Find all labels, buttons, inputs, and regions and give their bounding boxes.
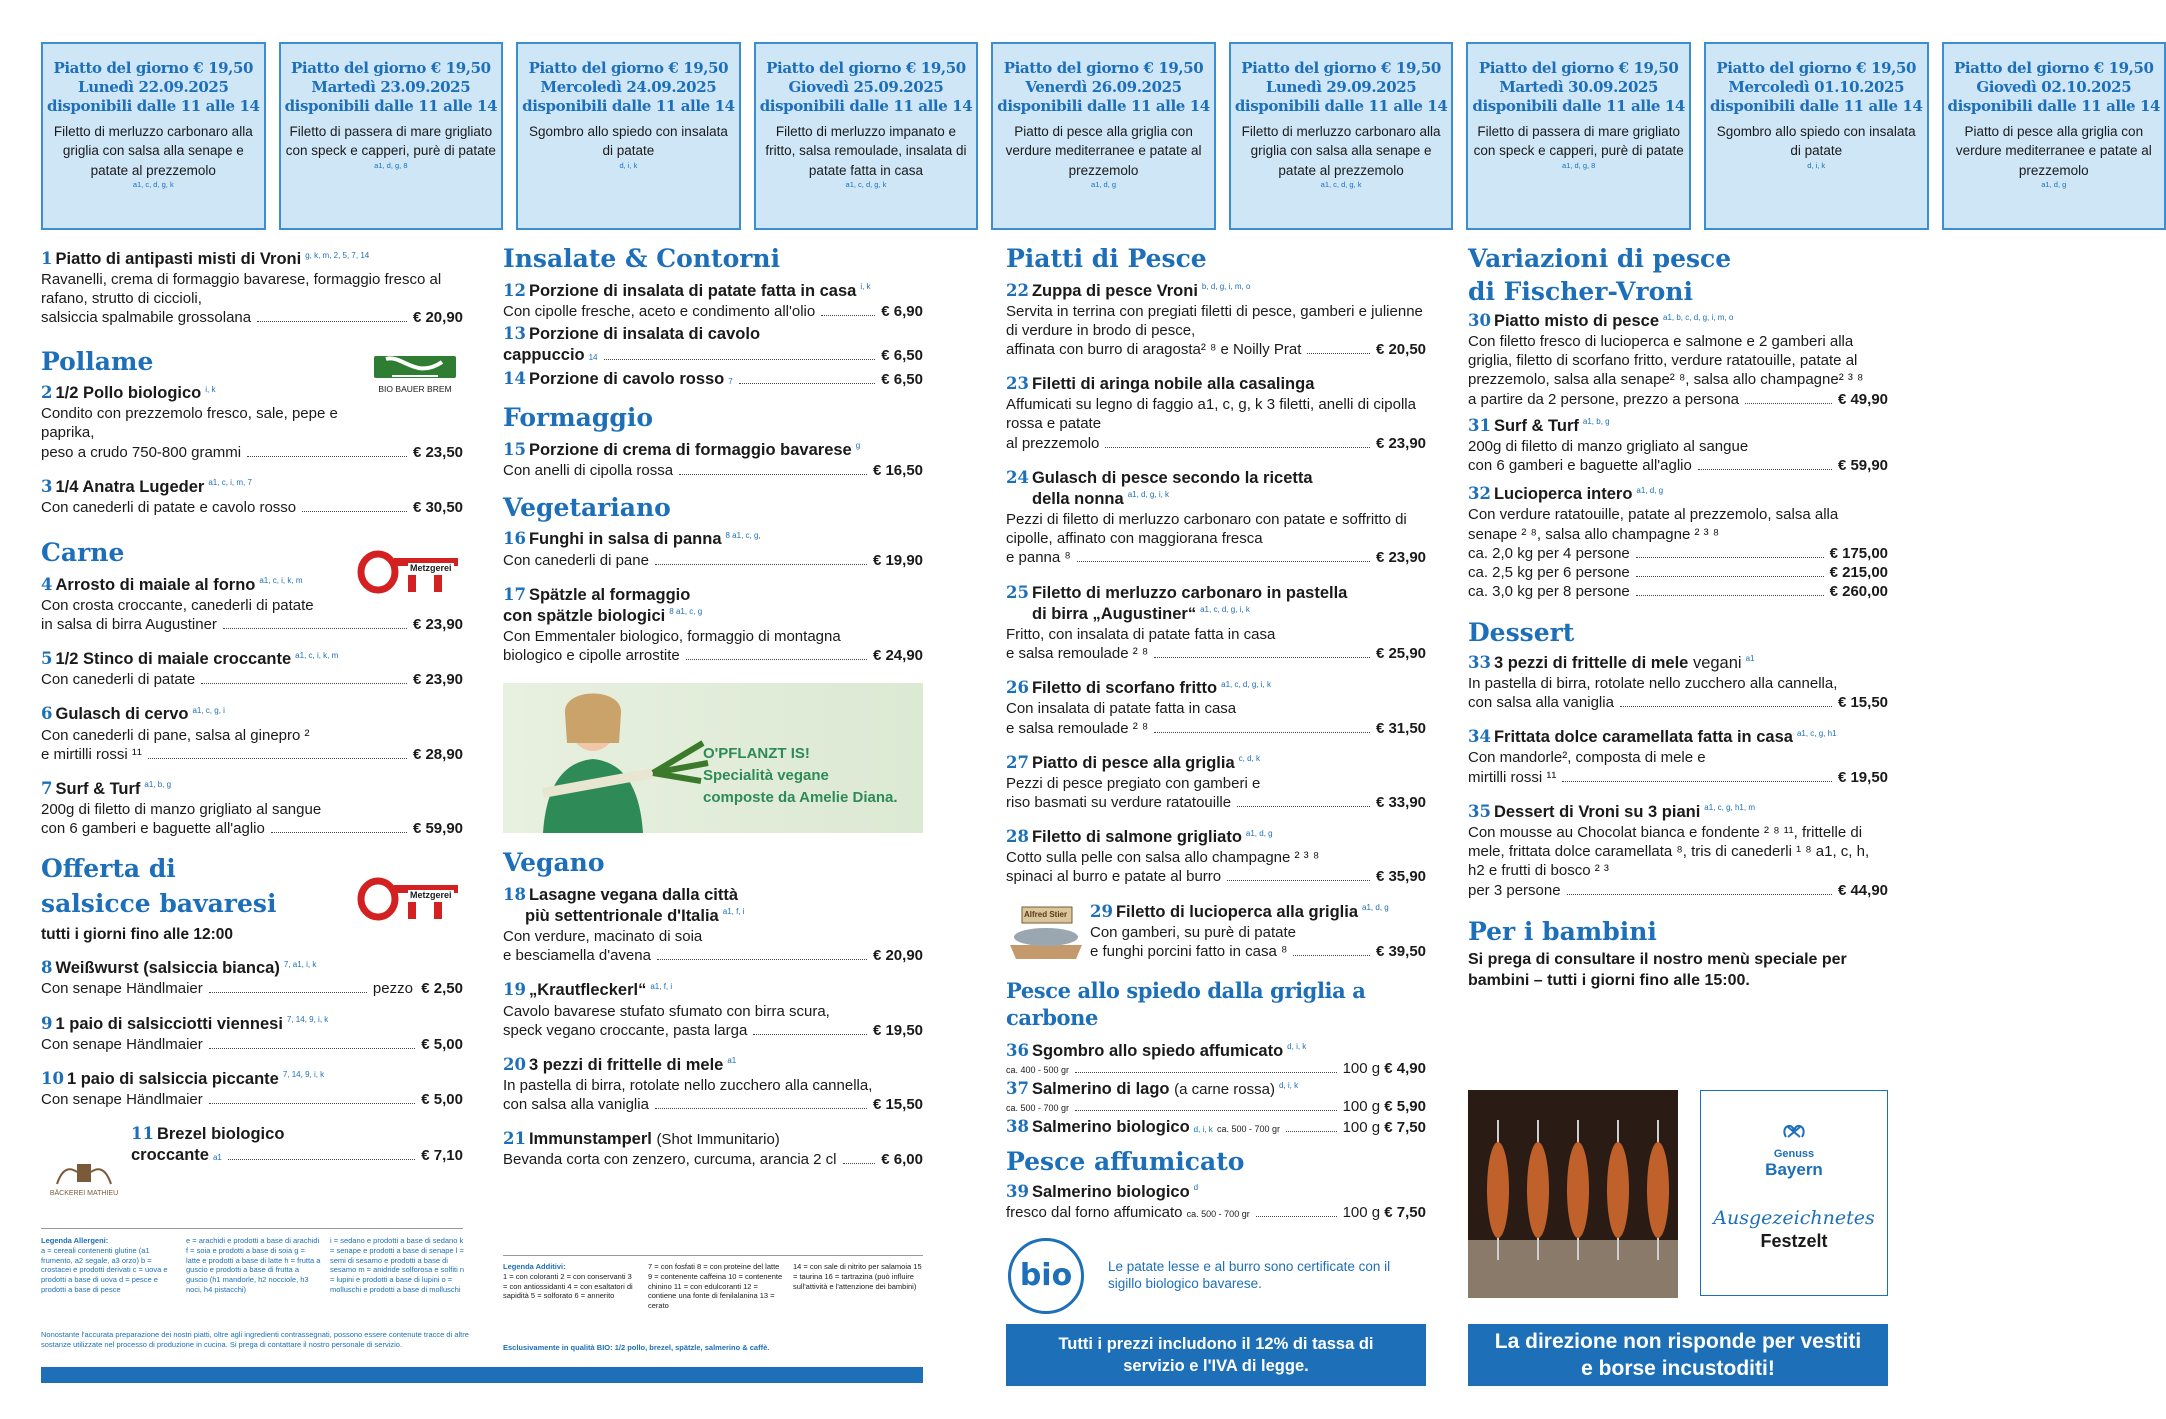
menu-item: 21 Immunstamperl (Shot Immunitario) Bevanda corta con zenzero, curcuma, arancia 2 cl € 6,00	[503, 1129, 923, 1169]
menu-item: 23 Filetti di aringa nobile alla casalinga Affumicati su legno di faggio a1, c, g, k 3 filetti, anelli di cipolla rossa e patate al prezzemolo € 23,90	[1006, 374, 1426, 452]
daily-special-box	[1466, 42, 1691, 230]
day-date: Venerdì 26.09.2025	[1025, 78, 1182, 97]
menu-item: 24 Gulasch di pesce secondo la ricetta della nonna $^{a1, d, g, i, k}$ Pezzi di filetto di merluzzo carbonaro con patate e soffritto di cipolle, affinato con maggiorana fresca e panna ⁸ € 23,90	[1006, 467, 1426, 567]
menu-item: 2 1/2 Pollo biologico $^{i, k}$ Condito con prezzemolo fresco, sale, pepe e paprika, peso a crudo 750-800 grammi € 23,50	[41, 383, 463, 461]
section-title-salsicce: Offerta di salsicce bavaresi	[41, 854, 277, 918]
metzgerei-ott-logo-2: Metzgerei	[356, 872, 463, 922]
menu-item: 13 Porzione di insalata di cavolo cappuccio 14 € 6,50	[503, 323, 923, 364]
day-hours: disponibili dalle 11 alle 14	[1709, 97, 1923, 116]
promo-photo	[503, 683, 723, 833]
day-hours: disponibili dalle 11 alle 14	[1234, 97, 1448, 116]
menu-item: 28 Filetto di salmone grigliato $^{a1, d, g}$ Cotto sulla pelle con salsa allo champagne ² ³ ⁸ spinaci al burro e patate al burro € 35,90	[1006, 827, 1426, 886]
daily-special-box	[1229, 42, 1454, 230]
additive-legend-2: 7 = con fosfati 8 = con proteine del latte 9 = contenente caffeina 10 = contenente chinino 11 = con edulcoranti 12 = contiene una fonte di fenilalanina 13 = cerato	[648, 1262, 783, 1310]
day-dish: Filetto di passera di mare grigliato con speck e capperi, purè di patate	[1473, 123, 1684, 159]
column-4	[1468, 243, 1888, 991]
day-allergens: a1, c, d, g, k	[845, 180, 887, 190]
daily-special-box	[41, 42, 266, 230]
day-hours: disponibili dalle 11 alle 14	[1947, 97, 2161, 116]
bio-bauer-icon	[372, 352, 458, 382]
menu-item: 5 1/2 Stinco di maiale croccante $^{a1, c, i, k, m}$ Con canederli di patate € 23,90	[41, 649, 463, 689]
day-heading: Piatto del giorno € 19,50	[53, 59, 254, 77]
daily-special-box	[754, 42, 979, 230]
day-dish: Filetto di passera di mare grigliato con speck e capperi, purè di patate	[285, 123, 496, 159]
day-allergens: a1, d, g	[1091, 180, 1117, 190]
menu-item: 8 Weißwurst (salsiccia bianca) $^{7, a1, i, k}$ Con senape Händlmaier pezzo € 2,50	[41, 958, 463, 998]
daily-special-box	[1942, 42, 2166, 230]
menu-item: 1 Piatto di antipasti misti di Vroni $^{g, k, m, 2, 5, 7, 14}$ Ravanelli, crema di formaggio bavarese, formaggio fresco al rafano, strutto di ciccioli, salsiccia spalmabile grossolana € 20,90	[41, 249, 463, 327]
day-date: Mercoledì 24.09.2025	[540, 78, 717, 97]
day-heading: Piatto del giorno € 19,50	[1003, 59, 1204, 77]
menu-item: 34 Frittata dolce caramellata fatta in casa $^{a1, c, g, h1}$ Con mandorle², composta di mele e mirtilli rossi ¹¹ € 19,50	[1468, 727, 1888, 786]
menu-item: 18 Lasagne vegana dalla città più settentrionale d'Italia $^{a1, f, i}$ Con verdure, macinato di soia e besciamella d'avena € 20,90	[503, 884, 923, 965]
bio-potato-note: Le patate lesse e al burro sono certificate con il sigillo biologico bavarese.	[1108, 1259, 1391, 1292]
section-subtitle: tutti i giorni fino alle 12:00	[41, 926, 234, 944]
section-title-spiedo: Pesce allo spiedo dalla griglia a carbone	[1006, 978, 1366, 1031]
day-hours: disponibili dalle 11 alle 14	[522, 97, 735, 116]
day-date: Lunedì 29.09.2025	[1265, 78, 1417, 97]
daily-specials	[41, 42, 2161, 230]
day-allergens: a1, d, g	[2041, 180, 2067, 190]
day-heading: Piatto del giorno € 19,50	[291, 59, 491, 77]
menu-item: 36 Sgombro allo spiedo affumicato $^{d, i, k}$ ca. 400 - 500 gr 100 g € 4,90	[1006, 1040, 1426, 1077]
menu-item: 35 Dessert di Vroni su 3 piani $^{a1, c, g, h1, m}$ Con mousse au Chocolat bianca e fondente ² ⁸ ¹¹, frittelle di mele, frittata dolce caramellata ⁸, tris di canederli ¹ ⁸ a1, c, h, h2 e frutti di bosco ² ³ per 3 persone € 44,90	[1468, 801, 1888, 899]
pretzel-icon	[1782, 1121, 1806, 1141]
day-date: Mercoledì 01.10.2025	[1728, 78, 1905, 97]
day-hours: disponibili dalle 11 alle 14	[284, 97, 498, 116]
day-heading: Piatto del giorno € 19,50	[1953, 59, 2154, 77]
section-title-insalate: Insalate & Contorni	[503, 244, 781, 273]
menu-item: 38 Salmerino biologico d, i, k ca. 500 - 700 gr 100 g € 7,50	[1006, 1117, 1426, 1137]
day-allergens: a1, c, d, g, k	[1320, 180, 1362, 190]
allergen-legend-1: Legenda Allergeni: a = cereali contenenti glutine (a1 frumento, a2 segale, a3 orzo) b = crostacei e prodotti derivati c = uova e prodotti a base di uova d = pesce e prodotti a base di pesce	[41, 1236, 168, 1294]
menu-item: 17 Spätzle al formaggio con spätzle biologici $^{8 a1, c, g}$ Con Emmentaler biologico, formaggio di montagna biologico e cipolle arrostite € 24,90	[503, 584, 923, 665]
liability-banner: La direzione non risponde per vestiti e borse incustoditi!	[1468, 1324, 1888, 1386]
vegan-promo-banner	[503, 683, 923, 833]
menu-item: 32 Lucioperca intero $^{a1, d, g}$ Con verdure ratatouille, patate al prezzemolo, salsa alla senape ² ⁸, salsa allo champagne ² ³ ⁸ ca. 2,0 kg per 4 persone € 175,00 ca. 2,5 kg per 6 persone € 215,00 ca. 3,0 kg per 8 persone € 260,00	[1468, 484, 1888, 601]
blue-footer-bar	[41, 1367, 923, 1383]
day-heading: Piatto del giorno € 19,50	[766, 59, 966, 77]
day-allergens: a1, d, g, 8	[374, 160, 408, 170]
day-dish: Piatto di pesce alla griglia con verdure mediterranee e patate al prezzemolo	[1005, 123, 1202, 178]
section-title-carne: Carne	[41, 538, 125, 568]
promo-text: O'PFLANZT IS! Specialità vegane composte da Amelie Diana.	[703, 745, 898, 806]
additive-legend-1: Legenda Additivi: 1 = con coloranti 2 = con conservanti 3 = con antiossidanti 4 = con esaltatori di sapidità 5 = solforato 6 = annerito	[503, 1262, 633, 1301]
menu-item: 19 „Krautfleckerl“ $^{a1, f, i}$ Cavolo bavarese stufato sfumato con birra scura, speck vegano croccante, pasta larga € 19,50	[503, 980, 923, 1039]
menu-item: 20 3 pezzi di frittelle di mele $^{a1}$ In pastella di birra, rotolate nello zucchero alla cannella, con salsa alla vaniglia € 15,50	[503, 1054, 923, 1114]
section-title-pollame: Pollame	[41, 346, 154, 376]
allergen-note: Nonostante l'accurata preparazione dei nostri piatti, oltre agli ingredienti contrassegnati, possono essere contenute tracce di altre sostanze utilizzate nel processo di produzione in cucina. Si prega di contattare il nostro personale di servizio.	[41, 1330, 469, 1349]
menu-item: 12 Porzione di insalata di patate fatta in casa $^{i, k}$ Con cipolle fresche, aceto e condimento all'olio € 6,90	[503, 280, 923, 320]
day-date: Martedì 23.09.2025	[311, 78, 471, 97]
day-dish: Sgombro allo spiedo con insalata di patate	[528, 123, 728, 159]
day-allergens: d, i, k	[1807, 160, 1826, 170]
menu-item: 15 Porzione di crema di formaggio bavarese $^g$ Con anelli di cipolla rossa € 16,50	[503, 439, 923, 479]
menu-item: 10 1 paio di salsiccia piccante $^{7, 14, 9, i, k}$ Con senape Händlmaier € 5,00	[41, 1068, 463, 1108]
daily-special-box	[279, 42, 504, 230]
section-title-variazioni: Variazioni di pesce di Fischer-Vroni	[1468, 244, 1732, 306]
menu-item: 3 1/4 Anatra Lugeder $^{a1, c, i, m, 7}$ Con canederli di patate e cavolo rosso € 30,50	[41, 476, 463, 516]
day-hours: disponibili dalle 11 alle 14	[47, 97, 260, 116]
day-dish: Piatto di pesce alla griglia con verdure mediterranee e patate al prezzemolo	[1955, 123, 2152, 178]
additive-divider	[503, 1255, 923, 1256]
day-dish: Filetto di merluzzo impanato e fritto, salsa remoulade, insalata di patate fatta in casa	[765, 123, 967, 178]
day-hours: disponibili dalle 11 alle 14	[1472, 97, 1685, 116]
menu-item: 16 Funghi in salsa di panna $^{8 a1, c, g,}$ Con canederli di pane € 19,90	[503, 529, 923, 569]
day-dish: Sgombro allo spiedo con insalata di patate	[1716, 123, 1916, 159]
day-heading: Piatto del giorno € 19,50	[1241, 59, 1441, 77]
day-allergens: d, i, k	[619, 160, 638, 170]
bio-bauer-logo: BIO BAUER BREM	[365, 348, 465, 398]
baeckerei-mathieu-logo: BÄCKEREI MATHIEU	[41, 1155, 127, 1203]
additive-legend-3: 14 = con sale di nitrito per salamoia 15 = taurina 16 = tartrazina (può influire sull'attività e l'attenzione dei bambini)	[793, 1262, 922, 1291]
section-title-pesce: Piatti di Pesce	[1006, 244, 1207, 273]
section-title-vegetariano: Vegetariano	[503, 492, 671, 522]
section-title-formaggio: Formaggio	[503, 403, 654, 433]
price-info-banner: Tutti i prezzi includono il 12% di tassa di servizio e l'IVA di legge.	[1006, 1324, 1426, 1386]
menu-item: 11 Brezel biologico croccante a1 € 7,10	[131, 1124, 463, 1165]
menu-item: 33 3 pezzi di frittelle di mele vegani $^{a1}$ In pastella di birra, rotolate nello zucchero alla cannella, con salsa alla vaniglia € 15,50	[1468, 652, 1888, 712]
menu-item: 9 1 paio di salsicciotti viennesi $^{7, 14, 9, i, k}$ Con senape Händlmaier € 5,00	[41, 1013, 463, 1053]
menu-item: 26 Filetto di scorfano fritto $^{a1, c, d, g, i, k}$ Con insalata di patate fatta in casa e salsa remoulade ² ⁸ € 31,50	[1006, 678, 1426, 737]
daily-special-box	[1704, 42, 1929, 230]
menu-item: 6 Gulasch di cervo $^{a1, c, g, i}$ Con canederli di pane, salsa al ginepro ² e mirtilli rossi ¹¹ € 28,90	[41, 704, 463, 763]
legend-divider	[41, 1228, 463, 1229]
day-date: Giovedì 02.10.2025	[1976, 78, 2132, 97]
grilled-fish-photo	[1468, 1090, 1678, 1298]
bakery-crest-icon	[49, 1160, 119, 1190]
bio-seal-logo: bio	[1008, 1238, 1084, 1314]
section-title-dessert: Dessert	[1468, 618, 1575, 648]
menu-item: 27 Piatto di pesce alla griglia $^{c, d, k}$ Pezzi di pesce pregiato con gamberi e riso basmati su verdure ratatouille € 33,90	[1006, 752, 1426, 811]
day-allergens: a1, c, d, g, k	[132, 180, 174, 190]
allergen-legend-2: e = arachidi e prodotti a base di arachidi f = soia e prodotti a base di soia g = latte e prodotti a base di latte h = frutta a guscio e prodotti a base di frutta a guscio (h1 mandorle, h2 nocciole, h3 noci, h4 pistacchi)	[186, 1236, 321, 1294]
section-title-bambini: Per i bambini	[1468, 916, 1657, 946]
menu-item: 25 Filetto di merluzzo carbonaro in pastella di birra „Augustiner“ $^{a1, c, d, g, i, k}$ Fritto, con insalata di patate fatta in casa e salsa remoulade ² ⁸ € 25,90	[1006, 582, 1426, 663]
section-title-vegano: Vegano	[503, 848, 605, 878]
alfred-stier-logo: Alfred Stier	[1006, 901, 1086, 963]
kids-menu-note: Si prega di consultare il nostro menù speciale per bambini – tutti i giorni fino alle 15:00.	[1468, 951, 1847, 989]
column-3	[1006, 243, 1426, 1222]
day-heading: Piatto del giorno € 19,50	[1478, 59, 1679, 77]
menu-item: 7 Surf & Turf $^{a1, b, g}$ 200g di filetto di manzo grigliato al sangue con 6 gamberi e baguette all'aglio € 59,90	[41, 778, 463, 838]
column-2	[503, 243, 923, 1170]
bio-quality-note: Esclusivamente in qualità BIO: 1/2 pollo, brezel, spätzle, salmerino & caffè.	[503, 1343, 770, 1352]
day-allergens: a1, d, g, 8	[1561, 160, 1596, 170]
menu-item: 30 Piatto misto di pesce $^{a1, b, c, d, g, i, m, o}$ Con filetto fresco di lucioperca e salmone e 2 gamberi alla griglia, filetto di scorfano fritto, verdure ratatouille, patate al prezzemolo, salsa alla senape² ⁸, salsa allo champagne² ³ ⁸ a partire da 2 persone, prezzo a persona € 49,90	[1468, 311, 1888, 408]
allergen-legend-3: i = sedano e prodotti a base di sedano k = senape e prodotti a base di senape l = semi di sesamo e prodotti a base di sesamo m = anidride solforosa e solfiti n = lupini e prodotti a base di lupini o = molluschi e prodotti a base di molluschi	[330, 1236, 465, 1294]
genuss-bayern-badge: Genuss Bayern Ausgezeichnetes Festzelt	[1700, 1090, 1888, 1296]
day-hours: disponibili dalle 11 alle 14	[759, 97, 973, 116]
menu-item: 22 Zuppa di pesce Vroni $^{b, d, g, i, m, o}$ Servita in terrina con pregiati filetti di pesce, gamberi e julienne di verdure in brodo di pesce, affinata con burro di aragosta² ⁸ e Noilly Prat € 20,50	[1006, 280, 1426, 358]
day-date: Giovedì 25.09.2025	[788, 78, 944, 97]
menu-item: 39 Salmerino biologico $^d$ fresco dal forno affumicato ca. 500 - 700 gr 100 g € 7,50	[1006, 1181, 1426, 1222]
day-dish: Filetto di merluzzo carbonaro alla griglia con salsa alla senape e patate al prezzemolo	[53, 123, 253, 178]
menu-item: Alfred Stier 29 Filetto di lucioperca alla griglia $^{a1, d, g}$ Con gamberi, su purè di patate e funghi porcini fatto in casa ⁸ € 39,50	[1006, 901, 1426, 961]
day-heading: Piatto del giorno € 19,50	[528, 59, 729, 77]
day-dish: Filetto di merluzzo carbonaro alla griglia con salsa alla senape e patate al prezzemolo	[1241, 123, 1441, 178]
menu-item: 4 Arrosto di maiale al forno $^{a1, c, i, k, m}$ Con crosta croccante, canederli di patate in salsa di birra Augustiner € 23,90	[41, 574, 463, 633]
day-hours: disponibili dalle 11 alle 14	[997, 97, 1210, 116]
section-title-affumicato: Pesce affumicato	[1006, 1147, 1245, 1177]
metzgerei-ott-logo: Metzgerei	[356, 545, 463, 595]
menu-item: 31 Surf & Turf $^{a1, b, g}$ 200g di filetto di manzo grigliato al sangue con 6 gamberi e baguette all'aglio € 59,90	[1468, 415, 1888, 475]
menu-item: 37 Salmerino di lago (a carne rossa) $^{d, i, k}$ ca. 500 - 700 gr 100 g € 5,90	[1006, 1079, 1426, 1116]
menu-item: 14 Porzione di cavolo rosso 7 € 6,50	[503, 369, 923, 389]
daily-special-box	[991, 42, 1216, 230]
day-date: Martedì 30.09.2025	[1499, 78, 1659, 97]
day-heading: Piatto del giorno € 19,50	[1716, 59, 1917, 77]
daily-special-box	[516, 42, 741, 230]
day-date: Lunedì 22.09.2025	[78, 78, 229, 97]
